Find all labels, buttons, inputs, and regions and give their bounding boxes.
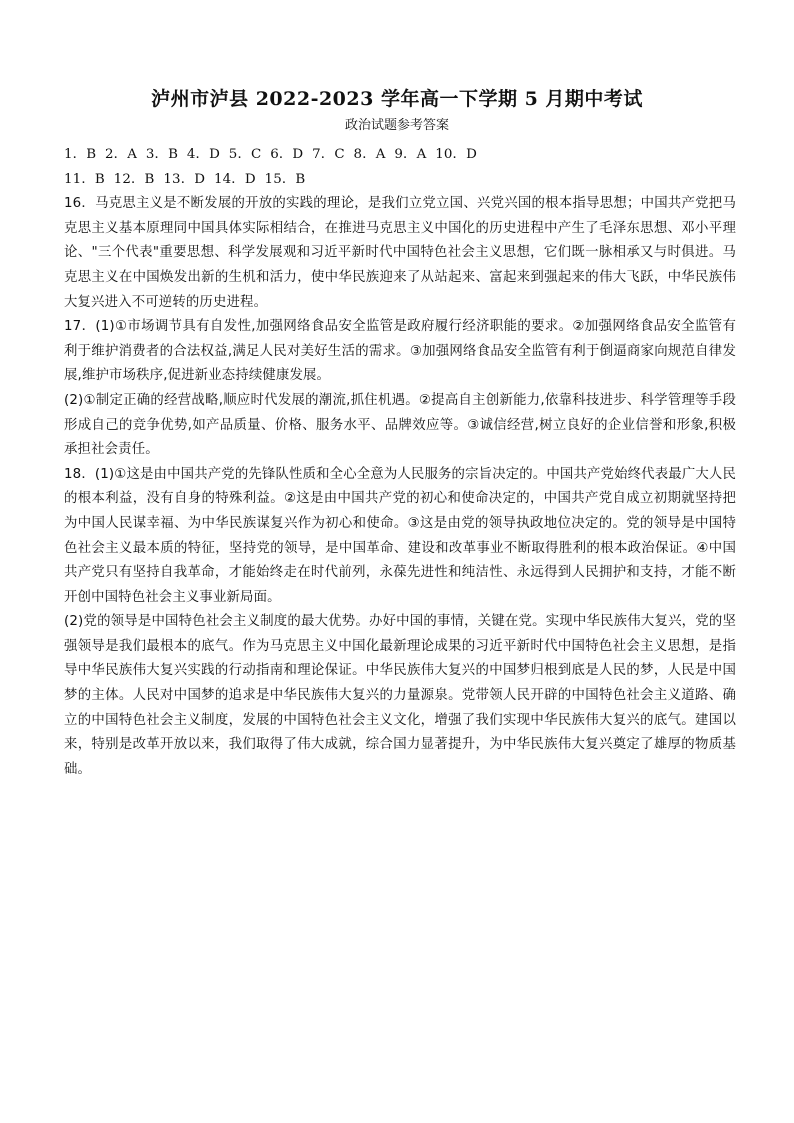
question-16-answer: 16．马克思主义是不断发展的开放的实践的理论，是我们立党立国、兴党兴国的根本指导思想；中国共产党把马克思主义基本原理同中国具体实际相结合，在推进马克思主义中国化的历史进程中产生了毛泽东思想、邓小平理论、"三个代表"重要思想、科学发展观和习近平新时代中国特色社会主义思想，它们既一脉相承又与时俱进。马克思主义在中国焕发出新的生机和活力，使中华民族迎来了从站起来、富起来到强起来的伟大飞跃，中华民族伟大复兴进入不可逆转的历史进程。 — [64, 196, 736, 310]
choice-answers-line-1: 1．B 2．A 3．B 4．D 5．C 6．D 7．C 8．A 9．A 10．D — [64, 147, 477, 162]
question-17-part-1-answer: 17．(1)①市场调节具有自发性,加强网络食品安全监管是政府履行经济职能的要求。②加强网络食品安全监管有利于维护消费者的合法权益,满足人民对美好生活的需求。③加强网络食品安全监管有利于倒逼商家向规范自律发展,维护市场秩序,促进新业态持续健康发展。 — [64, 319, 736, 384]
choice-answers-line-2: 11．B 12．B 13．D 14．D 15．B — [64, 171, 306, 187]
page-title: 泸州市泸县 2022-2023 学年高一下学期 5 月期中考试 — [151, 88, 643, 110]
answer-body — [64, 143, 736, 782]
question-17-part-2-answer: (2)①制定正确的经营战略,顺应时代发展的潮流,抓住机遇。②提高自主创新能力,依靠科技进步、科学管理等手段形成自己的竞争优势,如产品质量、价格、服务水平、品牌效应等。③诚信经营,树立良好的企业信誉和形象,积极承担社会责任。 — [64, 392, 736, 458]
question-18-part-2-answer: (2)党的领导是中国特色社会主义制度的最大优势。办好中国的事情，关键在党。实现中华民族伟大复兴，党的坚强领导是我们最根本的底气。作为马克思主义中国化最新理论成果的习近平新时代中国特色社会主义思想，是指导中华民族伟大复兴实践的行动指南和理论保证。中华民族伟大复兴的中国梦归根到底是人民的梦，人民是中国梦的主体。人民对中国梦的追求是中华民族伟大复兴的力量源泉。党带领人民开辟的中国特色社会主义道路、确立的中国特色社会主义制度，发展的中国特色社会主义文化，增强了我们实现中华民族伟大复兴的底气。建国以来，特别是改革开放以来，我们取得了伟大成就，综合国力显著提升，为中华民族伟大复兴奠定了雄厚的物质基础。 — [64, 614, 736, 777]
page-subtitle: 政治试题参考答案 — [344, 118, 449, 133]
question-18-part-1-answer: 18．(1)①这是由中国共产党的先锋队性质和全心全意为人民服务的宗旨决定的。中国共产党始终代表最广大人民的根本利益，没有自身的特殊利益。②这是由中国共产党的初心和使命决定的，中国共产党自成立初期就坚持把为中国人民谋幸福、为中华民族谋复兴作为初心和使命。③这是由党的领导执政地位决定的。党的领导是中国特色社会主义最本质的特征，坚持党的领导，是中国革命、建设和改革事业不断取得胜利的根本政治保证。④中国共产党只有坚持自我革命，才能始终走在时代前列，永葆先进性和纯洁性、永远得到人民拥护和支持，才能不断开创中国特色社会主义事业新局面。 — [64, 466, 736, 605]
